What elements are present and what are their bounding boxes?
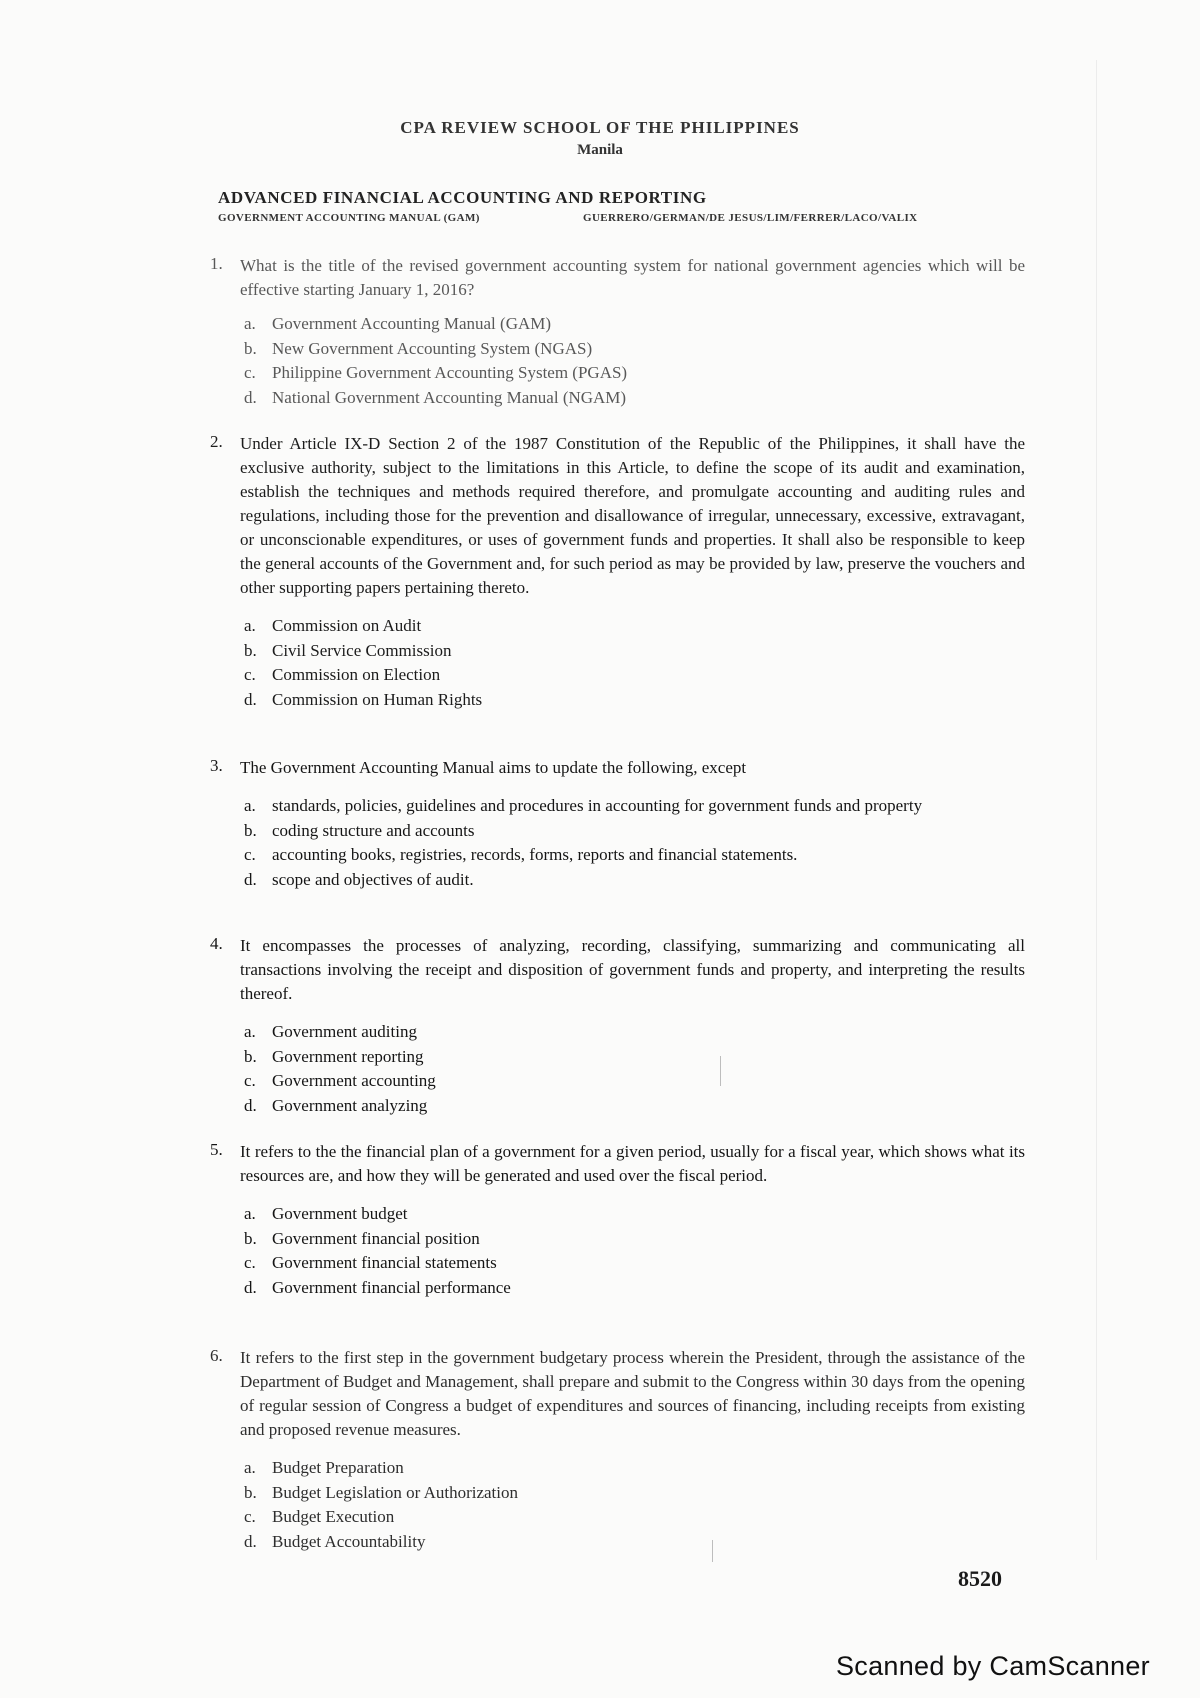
scan-speck xyxy=(720,1056,721,1086)
option-c xyxy=(244,843,1025,868)
option-letter: d. xyxy=(244,1531,257,1551)
option-text: Government Accounting Manual (GAM) xyxy=(272,314,552,333)
question-stem: The Government Accounting Manual aims to update the following, except xyxy=(240,758,747,777)
option-b xyxy=(244,1481,1025,1506)
option-letter: c. xyxy=(244,1507,256,1526)
option-letter: b. xyxy=(244,1046,257,1066)
question-number: 6. xyxy=(210,1346,223,1365)
option-d xyxy=(244,688,1025,713)
question-number: 4. xyxy=(210,934,223,953)
scan-speck xyxy=(712,1540,713,1562)
option-c xyxy=(244,1069,1025,1094)
option-letter: c. xyxy=(244,363,256,382)
question-6 xyxy=(210,1346,1025,1554)
option-a xyxy=(244,312,1025,337)
option-a xyxy=(244,794,1025,819)
option-letter: c. xyxy=(244,845,256,864)
option-b xyxy=(244,639,1025,664)
option-letter: a. xyxy=(244,1022,256,1041)
option-a xyxy=(244,614,1025,639)
option-letter: d. xyxy=(244,689,257,709)
option-b xyxy=(244,1045,1025,1070)
option-a xyxy=(244,1020,1025,1045)
option-letter: a. xyxy=(244,1204,256,1223)
option-d xyxy=(244,868,1025,893)
option-list xyxy=(244,1202,1025,1300)
option-text: Government accounting xyxy=(272,1071,436,1090)
option-c xyxy=(244,1251,1025,1276)
option-list xyxy=(244,614,1025,712)
option-letter: a. xyxy=(244,616,256,635)
question-number: 5. xyxy=(210,1140,223,1159)
option-text: Budget Preparation xyxy=(272,1458,404,1477)
option-letter: d. xyxy=(244,1095,257,1115)
option-text: Commission on Human Rights xyxy=(272,689,483,709)
question-stem: What is the title of the revised government accounting system for national government agencies which will be effective starting January 1, 2016? xyxy=(240,256,1025,299)
option-letter: d. xyxy=(244,869,257,889)
option-letter: a. xyxy=(244,796,256,815)
question-2 xyxy=(210,432,1025,712)
option-text: Civil Service Commission xyxy=(272,640,452,660)
option-c xyxy=(244,361,1025,386)
option-text: Budget Accountability xyxy=(272,1531,426,1551)
option-list xyxy=(244,794,1025,892)
option-letter: c. xyxy=(244,1071,256,1090)
option-d xyxy=(244,1530,1025,1555)
question-number: 2. xyxy=(210,432,223,451)
question-stem: It refers to the the financial plan of a government for a given period, usually for a fiscal year, which shows what its resources are, and how they will be generated and used over the fiscal period. xyxy=(240,1142,1025,1185)
school-city: Manila xyxy=(577,142,623,158)
option-b xyxy=(244,819,1025,844)
option-text: Government financial performance xyxy=(272,1277,511,1297)
option-list xyxy=(244,1020,1025,1118)
option-text: Commission on Election xyxy=(272,665,441,684)
option-a xyxy=(244,1456,1025,1481)
option-text: Budget Execution xyxy=(272,1507,395,1526)
option-text: New Government Accounting System (NGAS) xyxy=(272,338,593,358)
question-stem: Under Article IX-D Section 2 of the 1987 Constitution of the Republic of the Philippines, it shall have the exclusive authority, subject to the limitations in this Article, to define the scope of its audit and examination, establish the techniques and methods required therefore, and promulgate accounting and auditing rules and regulations, including those for the prevention and disallowance of irregular, unnecessary, excessive, extravagant, or unconscionable expenditures, or uses of government funds and properties. It shall also be responsible to keep the general accounts of the Government and, for such period as may be provided by law, preserve the vouchers and other supporting papers pertaining thereto. xyxy=(240,434,1025,597)
page-number: 8520 xyxy=(958,1566,1002,1591)
option-letter: d. xyxy=(244,387,257,407)
scanner-watermark: Scanned by CamScanner xyxy=(836,1651,1150,1681)
option-letter: b. xyxy=(244,820,257,840)
option-d xyxy=(244,386,1025,411)
authors-line: GUERRERO/GERMAN/DE JESUS/LIM/FERRER/LACO/VALIX xyxy=(583,212,918,224)
option-text: Budget Legislation or Authorization xyxy=(272,1482,518,1502)
option-b xyxy=(244,1227,1025,1252)
option-c xyxy=(244,663,1025,688)
option-text: coding structure and accounts xyxy=(272,820,475,840)
question-1 xyxy=(210,254,1025,410)
question-5 xyxy=(210,1140,1025,1300)
school-name: CPA REVIEW SCHOOL OF THE PHILIPPINES xyxy=(400,118,800,137)
topic-title: GOVERNMENT ACCOUNTING MANUAL (GAM) xyxy=(218,212,480,224)
option-text: National Government Accounting Manual (NGAM) xyxy=(272,387,627,407)
option-list xyxy=(244,1456,1025,1554)
option-letter: c. xyxy=(244,1253,256,1272)
scan-edge-shadow xyxy=(1096,60,1097,1560)
option-list xyxy=(244,312,1025,410)
option-b xyxy=(244,337,1025,362)
option-d xyxy=(244,1276,1025,1301)
option-letter: b. xyxy=(244,1482,257,1502)
option-text: Government auditing xyxy=(272,1022,417,1041)
option-text: scope and objectives of audit. xyxy=(272,869,474,889)
option-text: accounting books, registries, records, forms, reports and financial statements. xyxy=(272,845,798,864)
option-letter: a. xyxy=(244,1458,256,1477)
option-text: Philippine Government Accounting System (PGAS) xyxy=(272,363,628,382)
option-text: Government financial statements xyxy=(272,1253,497,1272)
option-text: Government reporting xyxy=(272,1046,424,1066)
question-3 xyxy=(210,756,1025,892)
option-letter: b. xyxy=(244,640,257,660)
question-stem: It encompasses the processes of analyzing, recording, classifying, summarizing and communicating all transactions involving the receipt and disposition of government funds and property, and interpreting the results thereof. xyxy=(240,936,1025,1003)
option-text: Government analyzing xyxy=(272,1095,428,1115)
option-text: standards, policies, guidelines and procedures in accounting for government funds and property xyxy=(272,796,923,815)
option-letter: b. xyxy=(244,1228,257,1248)
question-stem: It refers to the first step in the government budgetary process wherein the President, through the assistance of the Department of Budget and Management, shall prepare and submit to the Congress within 30 days from the opening of regular session of Congress a budget of expenditures and sources of financing, including receipts from existing and proposed revenue measures. xyxy=(240,1348,1025,1439)
question-number: 3. xyxy=(210,756,223,775)
option-text: Government budget xyxy=(272,1204,408,1223)
subject-title: ADVANCED FINANCIAL ACCOUNTING AND REPORTING xyxy=(218,188,707,207)
option-text: Commission on Audit xyxy=(272,616,422,635)
option-letter: b. xyxy=(244,338,257,358)
option-text: Government financial position xyxy=(272,1228,480,1248)
question-4 xyxy=(210,934,1025,1118)
option-c xyxy=(244,1505,1025,1530)
option-letter: a. xyxy=(244,314,256,333)
option-a xyxy=(244,1202,1025,1227)
option-letter: d. xyxy=(244,1277,257,1297)
option-letter: c. xyxy=(244,665,256,684)
question-number: 1. xyxy=(210,254,223,273)
option-d xyxy=(244,1094,1025,1119)
